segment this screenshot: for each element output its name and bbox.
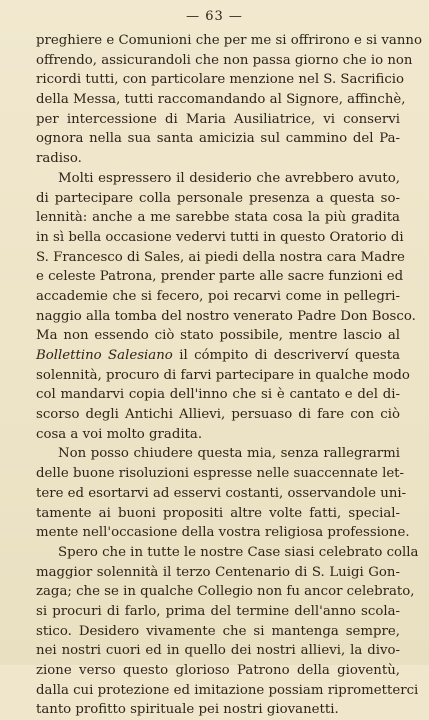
text-line: si procuri di farlo, prima del termine dell'anno scola- [36, 603, 400, 619]
paragraph [36, 543, 419, 720]
italic-title: Bollettino Salesiano [36, 348, 173, 363]
text-line: zione verso questo glorioso Patrono della gioventù, [36, 663, 400, 678]
text-line: ognora nella sua santa amicizia sul cammino del Pa- [36, 131, 400, 147]
text-line: dalla cui protezione ed imitazione possiam riprometterci [36, 682, 419, 698]
text-line: mente nell'occasione della vostra religiosa professione. [36, 525, 410, 541]
text-line: naggio alla tomba del nostro venerato Padre Don Bosco. [36, 308, 416, 324]
body-text [36, 31, 422, 720]
text-line: zaga; che se in qualche Collegio non fu ancor celebrato, [36, 584, 415, 600]
text-line: col mandarvi copia dell'inno che si è cantato e del di- [36, 387, 400, 403]
text-line: nei nostri cuori ed in quello dei nostri allievi, la divo- [36, 643, 400, 659]
text-line: scorso degli Antichi Allievi, persuaso di fare con ciò [36, 407, 400, 423]
paragraph [36, 169, 416, 445]
text-line: lennità: anche a me sarebbe stata cosa la più gradita [36, 210, 400, 226]
text-line: accademie che si fecero, poi recarvi come in pellegri- [36, 288, 400, 304]
text-line: cosa a voi molto gradita. [36, 426, 203, 442]
text-line: tanto profitto spirituale pei nostri giovanetti. [36, 702, 339, 718]
text-line: per intercessione di Maria Ausiliatrice, vi conservi [36, 111, 400, 127]
page-number: — 63 — [186, 9, 243, 24]
text-line: preghiere e Comunioni che per me si offrirono e si vanno [36, 33, 422, 48]
text-line: della Messa, tutti raccomandando al Signore, affinchè, [36, 92, 406, 108]
text-line: S. Francesco di Sales, ai piedi della nostra cara Madre [36, 249, 405, 265]
text-line: in sì bella occasione vedervi tutti in questo Oratorio di [36, 229, 404, 245]
text-line: Spero che in tutte le nostre Case siasi celebrato colla [58, 544, 419, 560]
text-line: e celeste Patrona, prender parte alle sacre funzioni ed [36, 269, 404, 285]
text-line: Ma non essendo ciò stato possibile, mentre lascio al [36, 328, 400, 344]
text-line: radiso. [36, 151, 82, 167]
text-line: offrendo, assicurandoli che non passa giorno che io non [36, 52, 413, 68]
text-line: Non posso chiudere questa mia, senza rallegrarmi [58, 446, 400, 462]
paragraph [36, 444, 410, 542]
text-line: Molti espressero il desiderio che avrebbero avuto, [58, 170, 400, 186]
text-line: maggior solennità il terzo Centenario di S. Luigi Gon- [36, 564, 400, 580]
text-line: Bollettino Salesiano il cómpito di descriverví questa [36, 348, 400, 363]
text-line: tere ed esortarvi ad esservi costanti, osservandole uni- [36, 485, 407, 501]
text-line: di partecipare colla personale presenza a questa so- [36, 190, 400, 206]
text-line: ricordi tutti, con particolare menzione nel S. Sacrificio [36, 72, 405, 88]
text-line: solennità, procuro di farvi partecipare in qualche modo [36, 367, 410, 383]
text-line: stico. Desidero vivamente che si mantenga sempre, [36, 623, 400, 639]
paragraph [36, 31, 422, 169]
text-line: delle buone risoluzioni espresse nelle suaccennate let- [36, 466, 405, 482]
text-line: tamente ai buoni propositi altre volte fatti, special- [36, 505, 400, 521]
